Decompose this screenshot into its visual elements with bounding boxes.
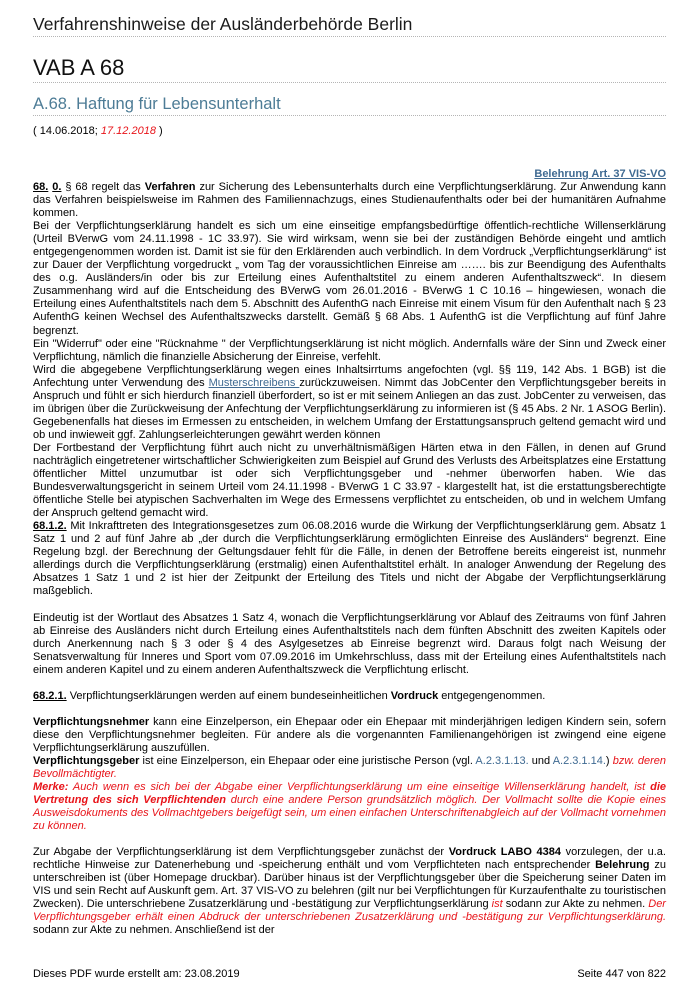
paragraph-willenserklaerung: Bei der Verpflichtungserklärung handelt es sich um eine einseitige empfangsbedürftige öffentlich-rechtliche Willenserklärung (Urteil BVerwG vom 24.11.1998 - 1C 33.97). Sie wird wirksam, wenn sie bei der zuständigen Behörde eingeht und amtlich entgegengenommen worden ist. Damit ist sie für den Erklärenden auch verbindlich. In dem Vordruck „Verpflichtungserklärung“ ist zur Dauer der Verpflichtung vorgedruckt „ vom Tag der voraussichtlichen Einreise am ……. bis zur Beendigung des Aufenthalts des o.g. Ausländers/in oder bis zur Erteilung eines Aufenthaltstitel zu einem anderen Aufenthaltszweck“. In diesem Zusammenhang wird auf die Entscheidung des BVerwG vom 26.01.2016 - BVerwG 1 C 10.16 – hingewiesen, wonach die Erteilung eines Aufenthaltstitels nach dem 5. Abschnitt des AufenthG nach Einreise mit einem Visum für den Aufenthalt nach § 23 AufenthG keinen Wechsel des Aufenthaltszwecks darstellt. Gemäß § 68 Abs. 1 AufenthG ist die Verpflichtung auf fünf Jahre begrenzt.: [33, 220, 666, 337]
p1-bold: Verfahren: [144, 181, 196, 193]
reference-link-a-2-3-1-14[interactable]: A.2.3.1.14.: [552, 754, 606, 767]
p12-bold-2: Belehrung: [595, 859, 650, 872]
spacer: [33, 599, 666, 612]
musterschreiben-link[interactable]: Musterschreibens: [208, 376, 300, 389]
document-page: [33, 0, 666, 938]
p11-text-c: durch eine andere Person grundsätzlich möglich. Der Vollmacht sollte die Kopie eines Ausweisdokuments des Vollmachtgebers beigefügt sein, um einen einfachen Unterschriftenabgleich auf der Vollmacht vornehmen zu können.: [33, 794, 666, 833]
section-divider: [33, 115, 666, 116]
paragraph-68-0: [33, 181, 666, 220]
p10-red-text: bzw. deren Bevollmächtigter.: [33, 754, 667, 780]
footer-created-date: Dieses PDF wurde erstellt am: 23.08.2019: [33, 968, 240, 980]
p11-bold: die Vertretung des sich Verpflichtenden: [33, 781, 666, 807]
p12-red-1: ist: [491, 898, 503, 911]
p4-text-b: zurückzuweisen. Nimmt das JobCenter den Verpflichtungsgeber bereits in Anspruch und fühlt er sich hierdurch finanziell überfordert, so ist er mit seinem Anliegen an das zust. JobCenter zu verweisen, das im übrigen über die Zurückweisung der Anfechtung der Verpflichtungserklärung zu informieren ist (§ 45 Abs. 2 Nr. 1 ASOG Berlin). Gegebenenfalls hat dieses im Ermessen zu entscheiden, in welchem Umfang der Erstattungsanspruch geltend gemacht wird und ob und inwieweit ggf. Zahlungserleichterungen gewährt werden können: [33, 376, 666, 441]
paragraph-abgabe: [33, 846, 666, 937]
p10-text-mid: und: [528, 754, 553, 767]
paragraph-anfechtung: [33, 364, 666, 442]
header-divider: [33, 36, 666, 37]
p6-text: Mit Inkrafttreten des Integrationsgesetzes zum 06.08.2016 wurde die Wirkung der Verpflichtungserklärung gem. Absatz 1 Satz 1 und 2 auf fünf Jahre ab „der durch die Verpflichtungserklärung ermöglichten Einreise des Ausländers“ begrenzt. Eine Regelung bzgl. der Berechnung der Geltungsdauer fehlt für die Fälle, in denen der Betroffene bereits eingereist ist, nunmehr allerdings durch die Verpflichtungserklärung (erstmalig) einen Aufenthaltstitel erhält. In analoger Anwendung der Regelung des Absatzes 1 Satz 1 und 2 ist hier der Zeitpunkt der Erteilung des Titels und nicht der Abgabe der Verpflichtungserklärung maßgeblich.: [33, 520, 666, 598]
paragraph-fortbestand: Der Fortbestand der Verpflichtung führt auch nicht zu unverhältnismäßigen Härten etwa in den Fällen, in denen auf Grund nachträglich eingetretener wirtschaftlicher Schwierigkeiten zum Beispiel auf Grund des Verlusts des Arbeitsplatzes eine Erstattung öffentlicher Mittel unzumutbar ist oder sich Verpflichtungsgeber und -nehmer überworfen haben. Wie das Bundesverwaltungsgericht in seinem Urteil vom 24.11.1998 - BVerwG 1 C 33.97 - klargestellt hat, ist die erstattungsberechtigte öffentliche Stelle bei atypischen Sachverhalten im Wege des Ermessens verpflichtet zu entscheiden, ob und in welchem Umfang der Anspruch geltend gemacht wird.: [33, 441, 666, 520]
belehrung-link[interactable]: [33, 168, 666, 181]
date-open: ( 14.06.2018;: [33, 125, 101, 137]
paragraph-merke: [33, 781, 666, 833]
p12-text-c: vorzulegen, der u.a. rechtliche Hinweise zur Datenerhebung und -speicherung enthält und vom Verpflichteten nach entsprechender: [33, 846, 666, 872]
p12-text-a: Zur Abgabe der Verpflichtungserklärung ist dem Verpflichtungsgeber zunächst der: [33, 846, 449, 859]
paragraph-widerruf: Ein "Widerruf" oder eine "Rücknahme " der Verpflichtungserklärung ist nicht möglich. Andernfalls wäre der Sinn und Zweck einer Verpflichtung, nämlich die finanzielle Absicherung der Einreise, verfehlt.: [33, 337, 666, 363]
p8-text-a: Verpflichtungserklärungen werden auf einem bundeseinheitlichen: [66, 689, 391, 702]
document-body: [33, 181, 666, 938]
p10-bold: Verpflichtungsgeber: [33, 754, 140, 767]
p12-bold-1: Vordruck LABO 4384: [448, 846, 562, 859]
p12-text-e: sodann zur Akte zu nehmen.: [502, 898, 649, 911]
section-number-68-2-1[interactable]: 68.2.1.: [33, 689, 67, 702]
p10-text-c: ): [605, 754, 613, 767]
date-close: ): [155, 125, 163, 137]
paragraph-verpflichtungsgeber: [33, 755, 666, 781]
spacer: [33, 833, 666, 846]
p8-text-c: entgegengenommen.: [438, 689, 546, 702]
spacer: [33, 677, 666, 690]
p4-text-a: Wird die abgegebene Verpflichtungserklärung wegen eines Inhaltsirrtums angefochten (vgl. §§ 119, 142 Abs. 1 BGB) ist die Anfechtung unter Verwendung des: [33, 363, 666, 389]
spacer: [33, 703, 666, 716]
p12-text-d: zu unterschreiben ist (über Homepage druckbar). Darüber hinaus ist der Verpflichtungsgeber über die Speicherung seiner Daten im VIS und sein Recht auf Auskunft gem. Art. 37 VIS-VO zu belehren (gilt nur bei Verpflichtungen für Kurzaufenthalte zu touristischen Zwecken). Die unterschriebene Zusatzerklärung und -bestätigung zur Verpflichtungserklärung: [33, 859, 666, 911]
revision-dates: [33, 124, 666, 138]
paragraph-68-1-2: [33, 520, 666, 598]
p1-text-a: § 68 regelt das: [61, 181, 145, 193]
section-number-0[interactable]: 0.: [52, 181, 62, 193]
belehrung-link-label[interactable]: Belehrung Art. 37 VIS-VO: [534, 168, 666, 180]
p12-red-2: Der Verpflichtungsgeber erhält einen Abdruck der unterschriebenen Zusatzerklärung und -bestätigung zur Verpflichtungserklärung.: [33, 898, 666, 924]
paragraph-wortlaut: Eindeutig ist der Wortlaut des Absatzes 1 Satz 4, wonach die Verpflichtungserklärung vor Ablauf des Zeitraums von fünf Jahren ab Einreise des Ausländers nicht durch Erteilung eines Aufenthaltstitels nach dem fünften Abschnitt des zweiten Kapitels oder durch Anerkennung nach § 3 oder § 4 des Asylgesetzes ab Einreise begrenzt wird. Daraus folgt nach Weisung der Senatsverwaltung für Inneres und Sport vom 07.09.2016 im Umkehrschluss, dass mit der Erteilung eines Aufenthaltstitels nach einem anderen Kapitel und zu einem anderen Aufenthaltszweck die Verpflichtung erlischt.: [33, 611, 666, 676]
title-divider: [33, 82, 666, 83]
p10-text-a: ist eine Einzelperson, ein Ehepaar oder eine juristische Person (vgl.: [139, 754, 476, 767]
section-title: A.68. Haftung für Lebensunterhalt: [33, 95, 281, 113]
section-number-68-1-2[interactable]: 68.1.2.: [33, 520, 67, 533]
p9-text: kann eine Einzelperson, ein Ehepaar oder ein Ehepaar mit minderjährigen ledigen Kindern sein, sofern diese den Verpflichtungsnehmer begleiten. Für andere als die vorgenannten Familienangehörigen ist zwingend eine eigene Verpflichtungserklärung auszufüllen.: [33, 715, 666, 754]
section-number-68[interactable]: 68.: [33, 181, 49, 193]
p12-text-f: sodann zur Akte zu nehmen. Anschließend ist der: [33, 924, 275, 937]
page-footer: [33, 967, 666, 981]
document-header: Verfahrenshinweise der Ausländerbehörde Berlin: [33, 14, 413, 34]
changed-date: 17.12.2018: [100, 125, 156, 137]
merke-label: Merke:: [33, 781, 69, 794]
p11-text-a: Auch wenn es sich bei der Abgabe einer Verpflichtungserklärung um eine einseitige Willenserklärung handelt, ist: [68, 781, 651, 794]
page-title: VAB A 68: [33, 55, 125, 80]
p1-text-c: zur Sicherung des Lebensunterhalts durch eine Verpflichtungserklärung. Zur Anwendung kann das Verfahren beispielsweise im Rahmen des Familiennachzugs, eines Studienaufenthalts oder bei der humanitären Aufnahme kommen.: [33, 181, 667, 220]
footer-page-number: Seite 447 von 822: [577, 968, 666, 980]
paragraph-68-2-1: [33, 690, 666, 703]
reference-link-a-2-3-1-13[interactable]: A.2.3.1.13.: [475, 754, 529, 767]
p8-bold: Vordruck: [390, 689, 439, 702]
p9-bold: Verpflichtungsnehmer: [33, 715, 150, 728]
paragraph-verpflichtungsnehmer: [33, 716, 666, 755]
